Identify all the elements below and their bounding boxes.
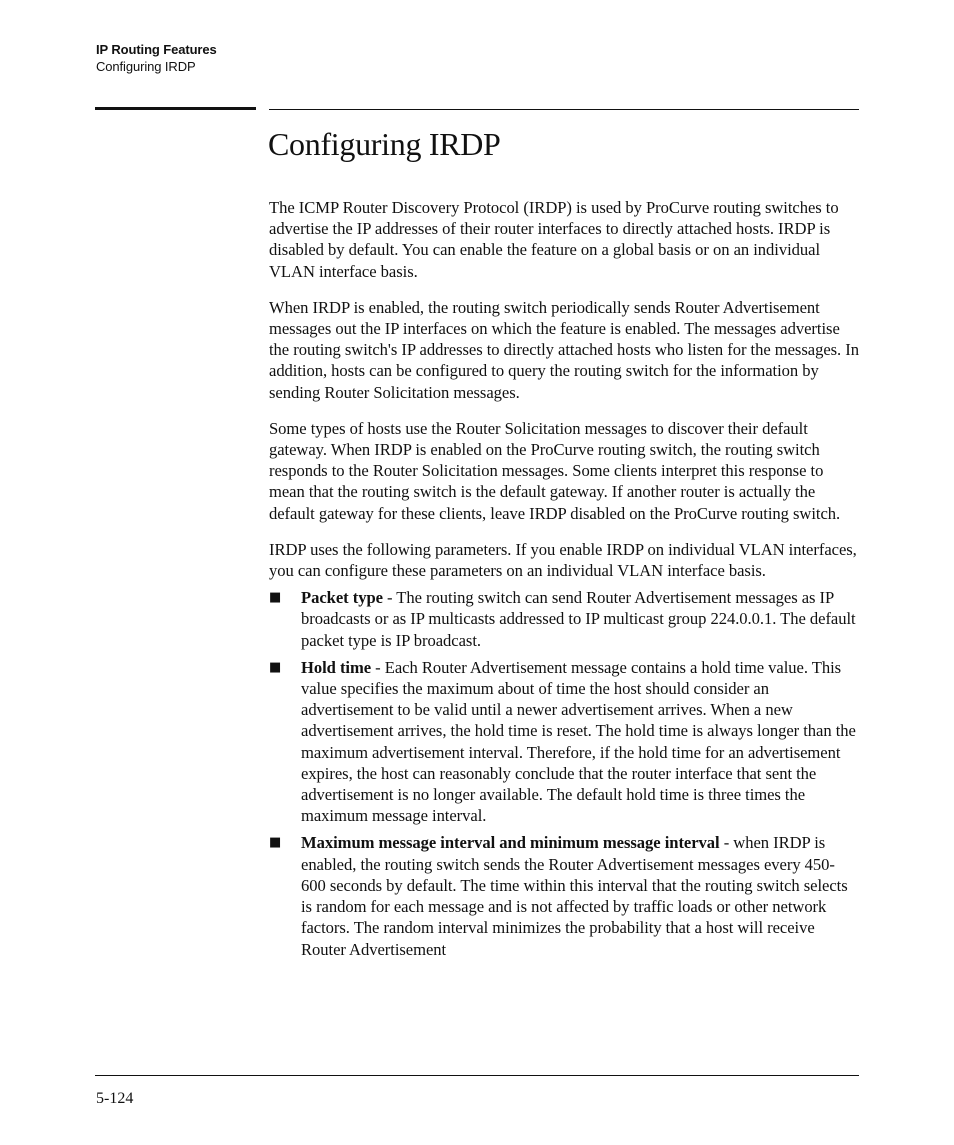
paragraph: When IRDP is enabled, the routing switch periodically sends Router Advertisement messages out the IP interfaces on which the feature is enabled. The messages advertise the routing switch's IP addresses to directly attached hosts who listen for the messages. In addition, hosts can be configured to query the routing switch for the information by sending Router Solicitation messages. (269, 297, 859, 402)
running-head (96, 41, 217, 75)
list-item (269, 832, 859, 959)
list-item-text: - Each Router Advertisement message contains a hold time value. This value specifies the maximum about of time the host should consider an advertisement to be valid until a newer advertisement arrives. When a new advertisement arrives, the hold time is reset. The hold time is always longer than the maximum advertisement interval. Therefore, if the hold time for an advertisement expires, the host can reasonably conclude that the router interface that sent the advertisement is no longer available. The default hold time is three times the maximum message interval. (301, 657, 856, 826)
list-item-term: Maximum message interval and minimum message interval (301, 833, 720, 853)
page-title: Configuring IRDP (268, 126, 501, 162)
page-number: 5-124 (96, 1090, 134, 1107)
bullet-square-icon: ■ (269, 659, 282, 675)
paragraph: The ICMP Router Discovery Protocol (IRDP) is used by ProCurve routing switches to advertise the IP addresses of their router interfaces to directly attached hosts. IRDP is disabled by default. You can enable the feature on a global basis or on an individual VLAN interface basis. (269, 198, 839, 281)
bullet-square-icon: ■ (269, 835, 282, 851)
paragraph: IRDP uses the following parameters. If you enable IRDP on individual VLAN interfaces, you can configure these parameters on an individual VLAN interface basis. (269, 539, 857, 581)
footer-rule (95, 1075, 859, 1076)
list-item (269, 587, 859, 651)
list-item (269, 657, 859, 827)
header-rule-thin (269, 109, 859, 110)
body-text (269, 197, 859, 966)
header-rule-thick (95, 107, 256, 110)
running-head-chapter: IP Routing Features (96, 42, 217, 57)
parameter-list (269, 587, 859, 959)
list-item-text: - when IRDP is enabled, the routing switch sends the Router Advertisement messages every 450-600 seconds by default. The time within this interval that the routing switch selects is random for each message and is not affected by traffic loads or other network factors. The random interval minimizes the probability that a host will receive Router Advertisement (301, 833, 848, 959)
paragraph: Some types of hosts use the Router Solicitation messages to discover their default gateway. When IRDP is enabled on the ProCurve routing switch, the routing switch responds to the Router Solicitation messages. Some clients interpret this response to mean that the routing switch is the default gateway. If another router is actually the default gateway for these clients, leave IRDP disabled on the ProCurve routing switch. (269, 418, 841, 523)
running-head-section: Configuring IRDP (96, 59, 196, 74)
bullet-square-icon: ■ (269, 590, 282, 606)
list-item-text: - The routing switch can send Router Advertisement messages as IP broadcasts or as IP multicasts addressed to IP multicast group 224.0.0.1. The default packet type is IP broadcast. (301, 588, 856, 650)
list-item-term: Hold time (301, 657, 372, 677)
list-item-term: Packet type (301, 588, 383, 608)
